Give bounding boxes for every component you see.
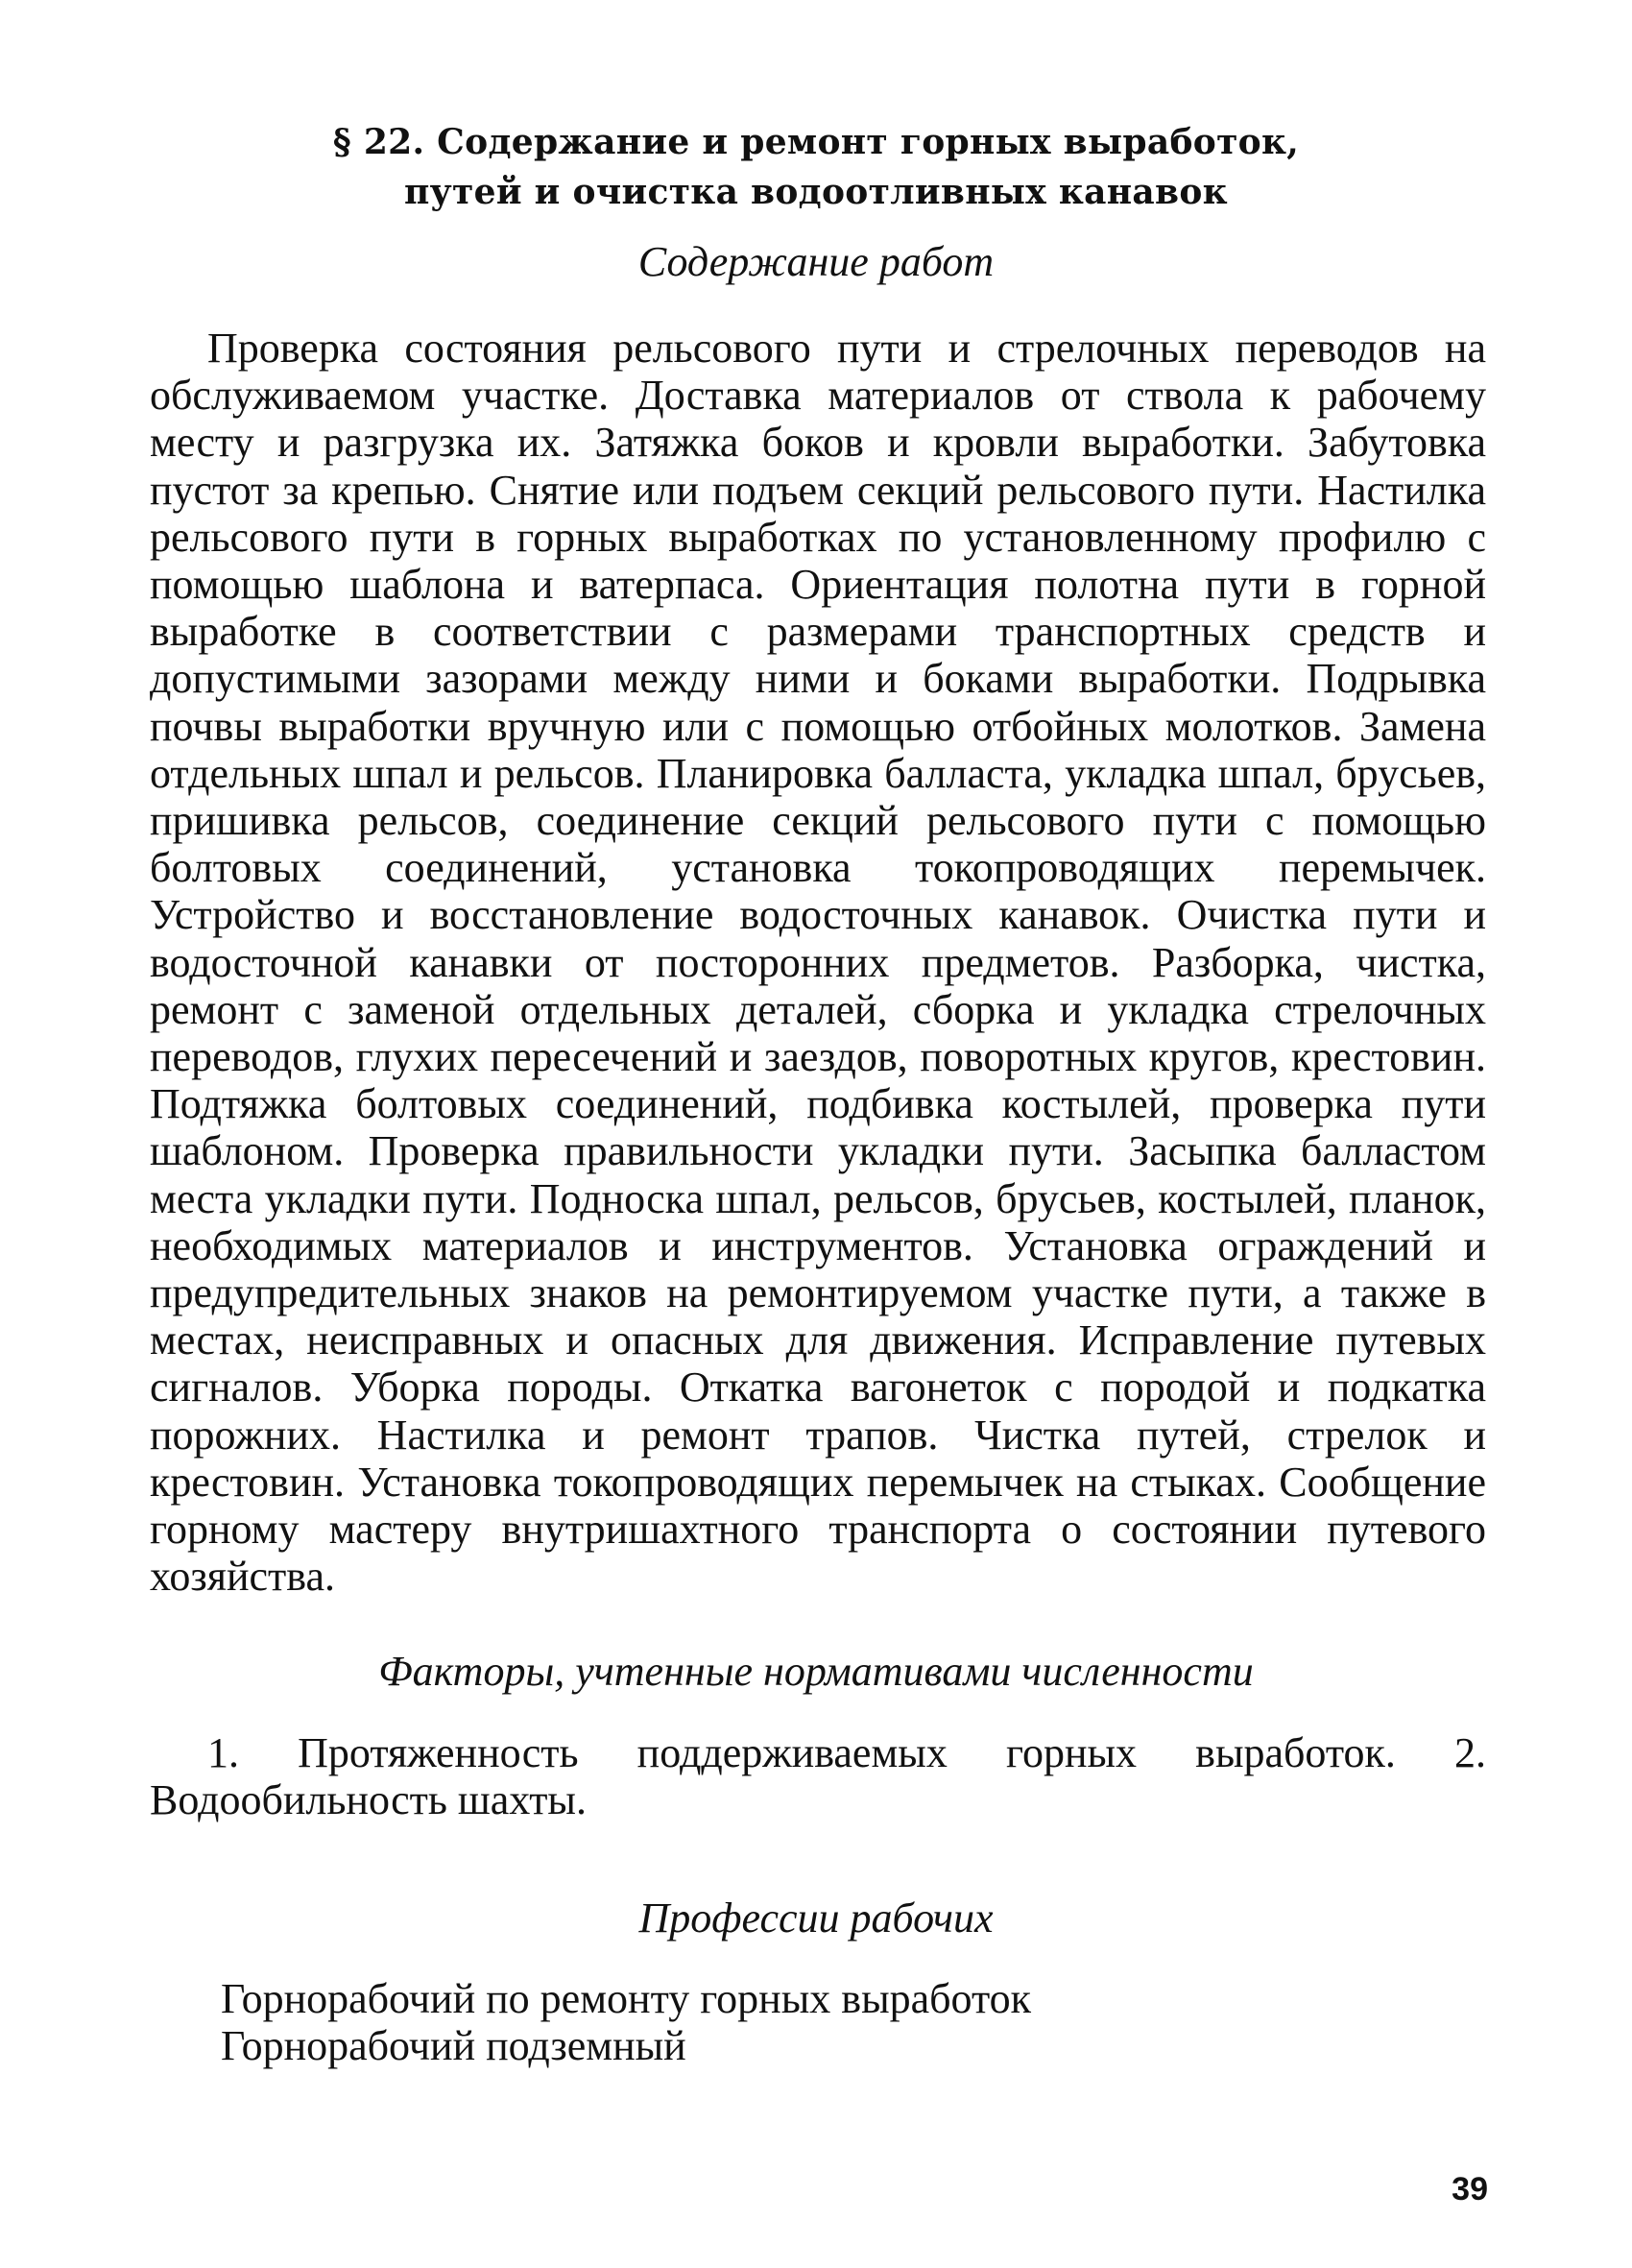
work-content-heading: Содержание работ — [637, 238, 995, 285]
profession-item: Горнорабочий по ремонту горных выработок — [221, 1975, 1031, 2022]
section-title — [0, 117, 1632, 217]
section-title-line-2: путей и очистка водоотливных канавок — [404, 172, 1228, 212]
page-number: 39 — [1452, 2171, 1488, 2208]
factors-paragraph: 1. Протяженность поддерживаемых горных выработок. 2. Водообильность шахты. — [150, 1729, 1486, 1824]
work-content-paragraph: Проверка состояния рельсового пути и стрелочных переводов на обслуживаемом участке. Доставка материалов от ствола к рабочему месту и разгрузка их. Затяжка боков и кровли выработки. Забутовка пустот за крепью. Снятие или подъем секций рельсового пути. Настилка рельсового пути в горных выработках по установленному профилю с помощью шаблона и ватерпаса. Ориентация полотна пути в горной выработке в соответствии с размерами транспортных средств и допустимыми зазорами между ними и боками выработки. Подрывка почвы выработки вручную или с помощью отбойных молотков. Замена отдельных шпал и рельсов. Планировка балласта, укладка шпал, брусьев, пришивка рельсов, соединение секций рельсового пути с помощью болтовых соединений, установка токопроводящих перемычек. Устройство и восстановление водосточных канавок. Очистка пути и водосточной канавки от посторонних предметов. Разборка, чистка, ремонт с заменой отдельных деталей, сборка и укладка стрелочных переводов, глухих пересечений и заездов, поворотных кругов, крестовин. Подтяжка болтовых соединений, подбивка костылей, проверка пути шаблоном. Проверка правильности укладки пути. Засыпка балластом места укладки пути. Подноска шпал, рельсов, брусьев, костылей, планок, необходимых материалов и инструментов. Установка ограждений и предупредительных знаков на ремонтируемом участке пути, а также в местах, неисправных и опасных для движения. Исправление путевых сигналов. Уборка породы. Откатка вагонеток с породой и подкатка порожних. Настилка и ремонт трапов. Чистка путей, стрелок и крестовин. Установка токопроводящих перемычек на стыках. Сообщение горному мастеру внутришахтного транспорта о состоянии путевого хозяйства. — [150, 325, 1486, 1601]
section-title-line-1: § 22. Содержание и ремонт горных выработок, — [332, 122, 1300, 162]
professions-heading: Профессии рабочих — [638, 1894, 994, 1942]
factors-heading: Факторы, учтенные нормативами численности — [378, 1648, 1254, 1695]
profession-item: Горнорабочий подземный — [221, 2022, 686, 2069]
professions-list — [221, 1975, 1031, 2069]
